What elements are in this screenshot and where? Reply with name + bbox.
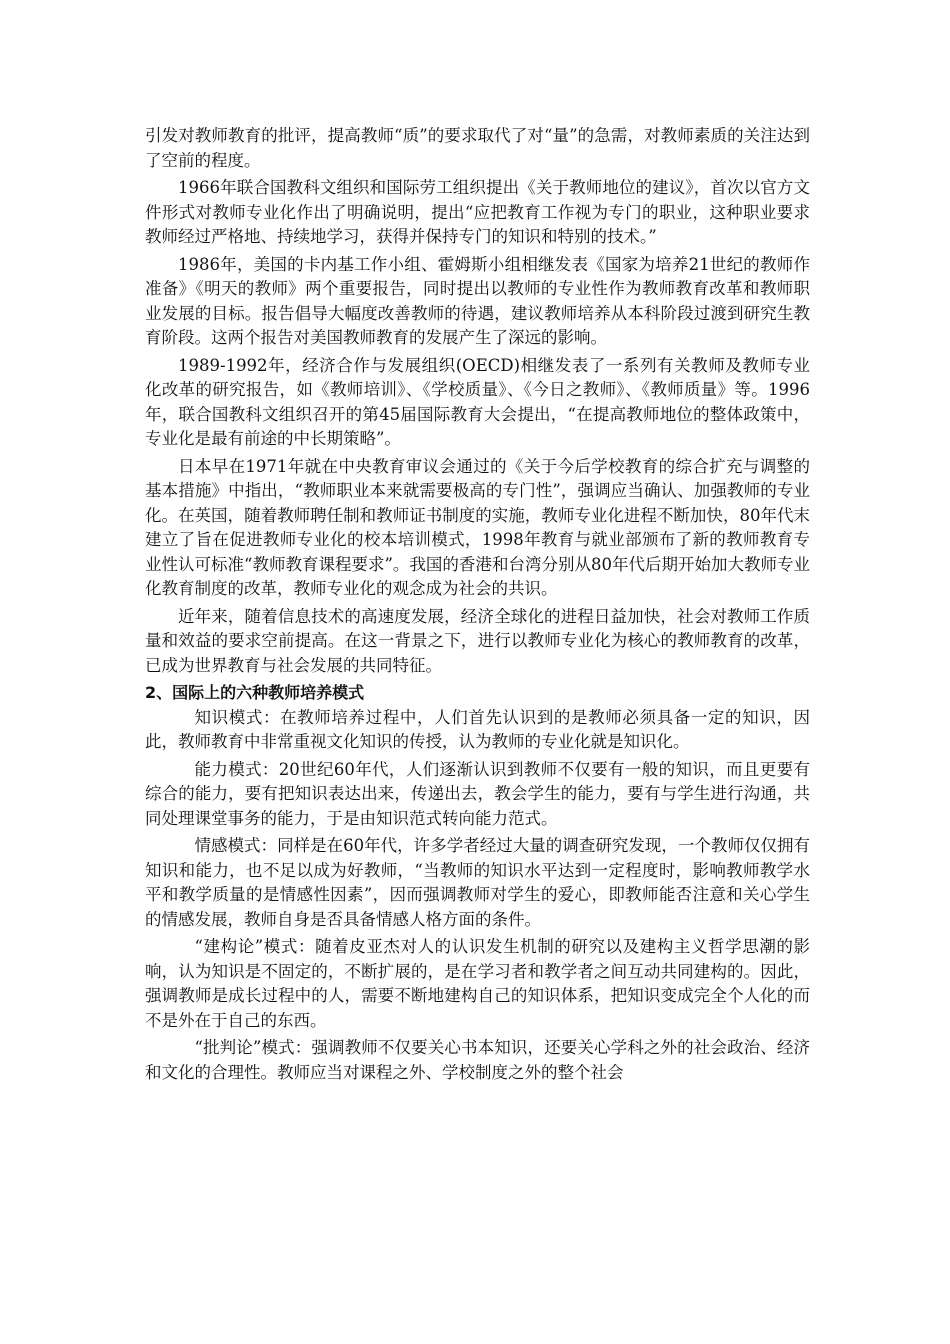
paragraph-constructivism-model: “建构论”模式：随着皮亚杰对人的认识发生机制的研究以及建构主义哲学思潮的影响，认为知识是不固定的，不断扩展的，是在学习者和教学者之间互动共同建构的。因此，强调教师是成长过程中的人，需要不断地建构自己的知识体系，把知识变成完全个人化的而不是外在于自己的东西。	[145, 937, 810, 1030]
paragraph-oecd: 1989-1992年，经济合作与发展组织(OECD)相继发表了一系列有关教师及教师专业化改革的研究报告，如《教师培训》、《学校质量》、《今日之教师》、《教师质量》等。1996年，联合国教科文组织召开的第45届国际教育大会提出，“在提高教师地位的整体政策中，专业化是最有前途的中长期策略”。	[145, 355, 810, 448]
paragraph-1966-unesco: 1966年联合国教科文组织和国际劳工组织提出《关于教师地位的建议》，首次以官方文件形式对教师专业化作出了明确说明，提出“应把教育工作视为专门的职业，这种职业要求教师经过严格地、持续地学习，获得并保持专门的知识和特别的技术。”	[145, 178, 810, 246]
paragraph-emotion-model: 情感模式：同样是在60年代，许多学者经过大量的调查研究发现，一个教师仅仅拥有知识和能力，也不足以成为好教师，“当教师的知识水平达到一定程度时，影响教师教学水平和教学质量的是情感性因素”，因而强调教师对学生的爱心，即教师能否注意和关心学生的情感发展，教师自身是否具备情感人格方面的条件。	[145, 836, 810, 929]
paragraph-critical-model: “批判论”模式：强调教师不仅要关心书本知识，还要关心学科之外的社会政治、经济和文化的合理性。教师应当对课程之外、学校制度之外的整个社会	[145, 1038, 810, 1082]
paragraph-ability-model: 能力模式：20世纪60年代，人们逐渐认识到教师不仅要有一般的知识，而且更要有综合的能力，要有把知识表达出来，传递出去，教会学生的能力，要有与学生进行沟通，共同处理课堂事务的能力，于是由知识范式转向能力范式。	[145, 759, 810, 828]
paragraph-1986-usa: 1986年，美国的卡内基工作小组、霍姆斯小组相继发表《国家为培养21世纪的教师作准备》《明天的教师》两个重要报告，同时提出以教师的专业性作为教师教育改革和教师职业发展的目标。报告倡导大幅度改善教师的待遇，建议教师培养从本科阶段过渡到研究生教育阶段。这两个报告对美国教师教育的发展产生了深远的影响。	[145, 254, 810, 347]
paragraph-continuation: 引发对教师教育的批评，提高教师“质”的要求取代了对“量”的急需，对教师素质的关注达到了空前的程度。	[145, 126, 810, 170]
paragraph-knowledge-model: 知识模式：在教师培养过程中，人们首先认识到的是教师必须具备一定的知识，因此，教师教育中非常重视文化知识的传授，认为教师的专业化就是知识化。	[145, 707, 810, 751]
paragraph-japan-uk: 日本早在1971年就在中央教育审议会通过的《关于今后学校教育的综合扩充与调整的基本措施》中指出，“教师职业本来就需要极高的专门性”，强调应当确认、加强教师的专业化。在英国，随着教师聘任制和教师证书制度的实施，教师专业化进程不断加快，80年代末建立了旨在促进教师专业化的校本培训模式，1998年教育与就业部颁布了新的教师教育专业性认可标准“教师教育课程要求”。我国的香港和台湾分别从80年代后期开始加大教师专业化教育制度的改革，教师专业化的观念成为社会的共识。	[145, 456, 810, 598]
document-page	[145, 124, 810, 1088]
paragraph-recent-years: 近年来，随着信息技术的高速度发展，经济全球化的进程日益加快，社会对教师工作质量和效益的要求空前提高。在这一背景之下，进行以教师专业化为核心的教师教育的改革，已成为世界教育与社会发展的共同特征。	[145, 606, 810, 675]
section-heading: 2、国际上的六种教师培养模式	[145, 683, 365, 702]
